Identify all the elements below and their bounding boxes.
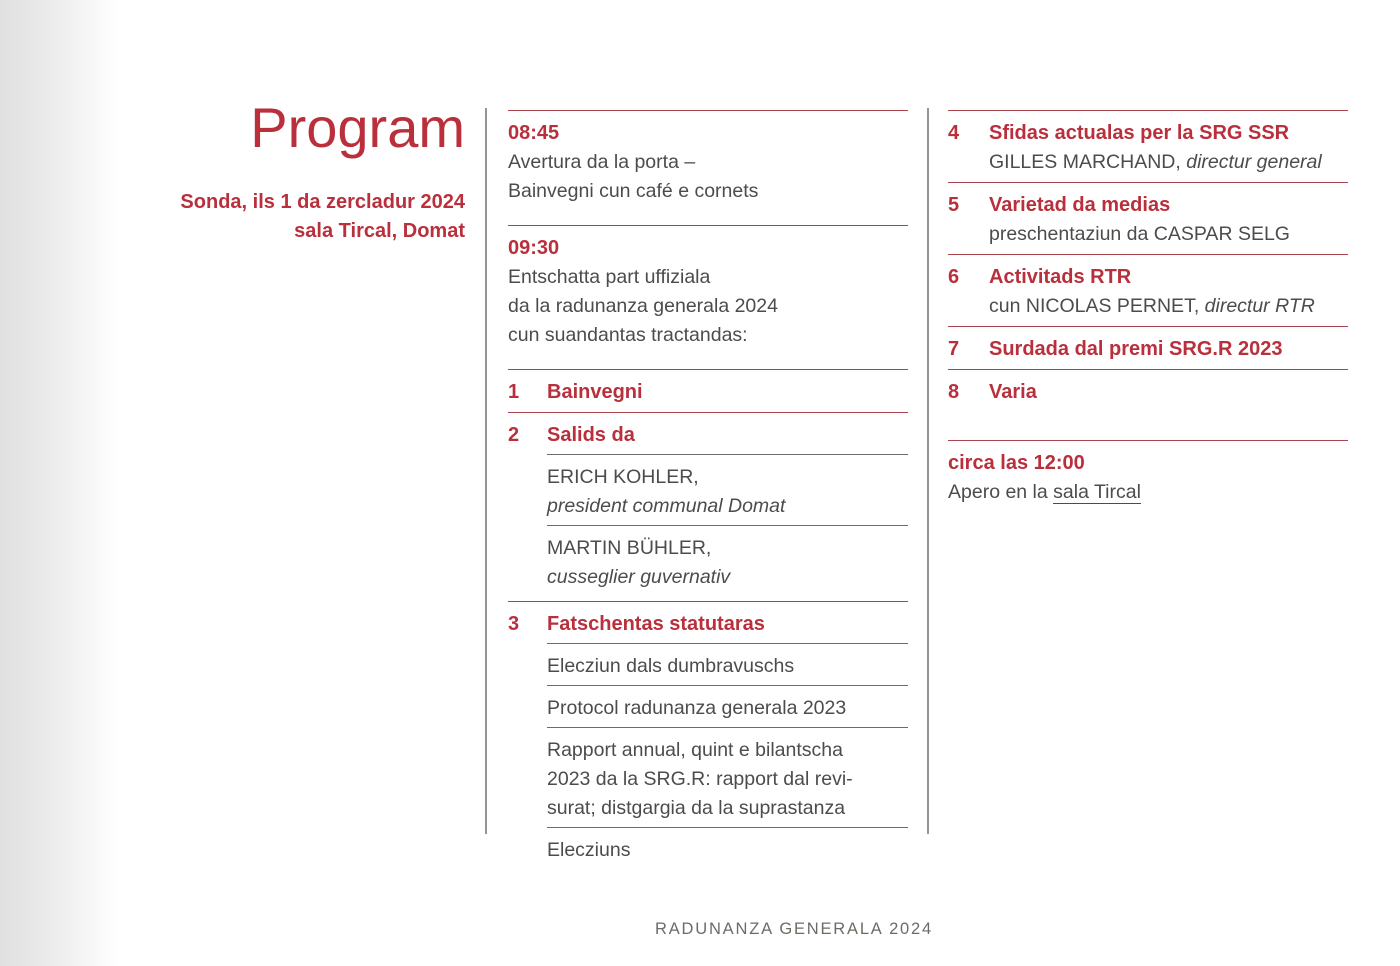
agenda-item-title: Surdada dal premi SRG.R 2023 xyxy=(989,338,1283,360)
time-block-line: Entschatta part uffiziala xyxy=(508,266,711,288)
speaker-name: ERICH KOHLER, xyxy=(547,466,699,488)
page-title: Program xyxy=(250,96,465,159)
column-divider-left xyxy=(485,108,487,834)
agenda-column-right xyxy=(948,110,1348,507)
agenda-item-3 xyxy=(508,601,908,874)
closing-time: circa las 12:00 xyxy=(948,452,1085,474)
speaker-name: cun NICOLAS PERNET, xyxy=(989,295,1205,317)
agenda-item-title: Varietad da medias xyxy=(989,194,1171,216)
agenda-item-title: Sfidas actualas per la SRG SSR xyxy=(989,122,1290,144)
time-block-line: Avertura da la porta – xyxy=(508,151,696,173)
speaker-role: directur general xyxy=(1186,151,1322,173)
sala-tircal-link[interactable]: sala Tircal xyxy=(1053,481,1141,503)
speaker-entry xyxy=(547,454,908,525)
time-label: 09:30 xyxy=(508,237,560,259)
speaker-name: preschentaziun da CASPAR SELG xyxy=(989,223,1290,245)
agenda-item-number: 3 xyxy=(508,613,520,635)
time-block-line: Bainvegni cun café e cornets xyxy=(508,180,759,202)
time-block-0930 xyxy=(508,225,908,369)
speaker-name: MARTIN BÜHLER, xyxy=(547,537,712,559)
agenda-point: Protocol radunanza generala 2023 xyxy=(547,685,908,727)
agenda-item-number: 4 xyxy=(948,122,960,144)
agenda-item-6 xyxy=(948,254,1348,326)
schedule-column xyxy=(508,110,908,874)
speaker-name: GILLES MARCHAND, xyxy=(989,151,1187,173)
agenda-item-7 xyxy=(948,326,1348,369)
event-date: Sonda, ils 1 da zercladur 2024 xyxy=(180,191,465,213)
agenda-item-8 xyxy=(948,369,1348,412)
speaker-line xyxy=(989,148,1348,177)
agenda-point: Elecziun dals dumbravuschs xyxy=(547,643,908,685)
agenda-item-number: 6 xyxy=(948,266,960,288)
agenda-item-title: Salids da xyxy=(547,424,635,446)
agenda-item-title: Bainvegni xyxy=(547,381,643,403)
speaker-line xyxy=(989,292,1348,321)
time-block-line: da la radunanza generala 2024 xyxy=(508,295,778,317)
speaker-line xyxy=(989,220,1348,249)
event-date-location xyxy=(100,188,465,246)
agenda-item-title: Activitads RTR xyxy=(989,266,1132,288)
footer-title: RADUNANZA GENERALA 2024 xyxy=(655,920,933,938)
speaker-role: cusseglier guvernativ xyxy=(547,566,731,588)
agenda-item-points xyxy=(547,639,908,869)
speaker-role: president communal Domat xyxy=(547,495,786,517)
time-block-line: cun suandantas tractandas: xyxy=(508,324,748,346)
agenda-item-2 xyxy=(508,412,908,601)
time-label: 08:45 xyxy=(508,122,560,144)
agenda-point: Elecziuns xyxy=(547,827,908,869)
speaker-role: directur RTR xyxy=(1204,295,1315,317)
agenda-item-number: 8 xyxy=(948,381,960,403)
agenda-item-1 xyxy=(508,369,908,412)
event-location: sala Tircal, Domat xyxy=(294,220,465,242)
speaker-entry xyxy=(547,525,908,596)
agenda-item-speakers xyxy=(547,450,908,596)
agenda-item-number: 2 xyxy=(508,424,520,446)
agenda-item-5 xyxy=(948,182,1348,254)
closing-block xyxy=(948,440,1348,507)
agenda-item-title: Fatschentas statutaras xyxy=(547,613,765,635)
agenda-item-number: 1 xyxy=(508,381,520,403)
column-divider-right xyxy=(927,108,929,834)
agenda-item-number: 5 xyxy=(948,194,960,216)
agenda-point: Rapport annual, quint e bilantscha 2023 da la SRG.R: rapport dal revi- surat; distgargia da la suprastanza xyxy=(547,727,908,827)
agenda-item-4 xyxy=(948,110,1348,182)
closing-line: Apero en la sala Tircal xyxy=(948,481,1141,503)
agenda-item-title: Varia xyxy=(989,381,1037,403)
time-block-0845 xyxy=(508,110,908,225)
agenda-item-number: 7 xyxy=(948,338,960,360)
